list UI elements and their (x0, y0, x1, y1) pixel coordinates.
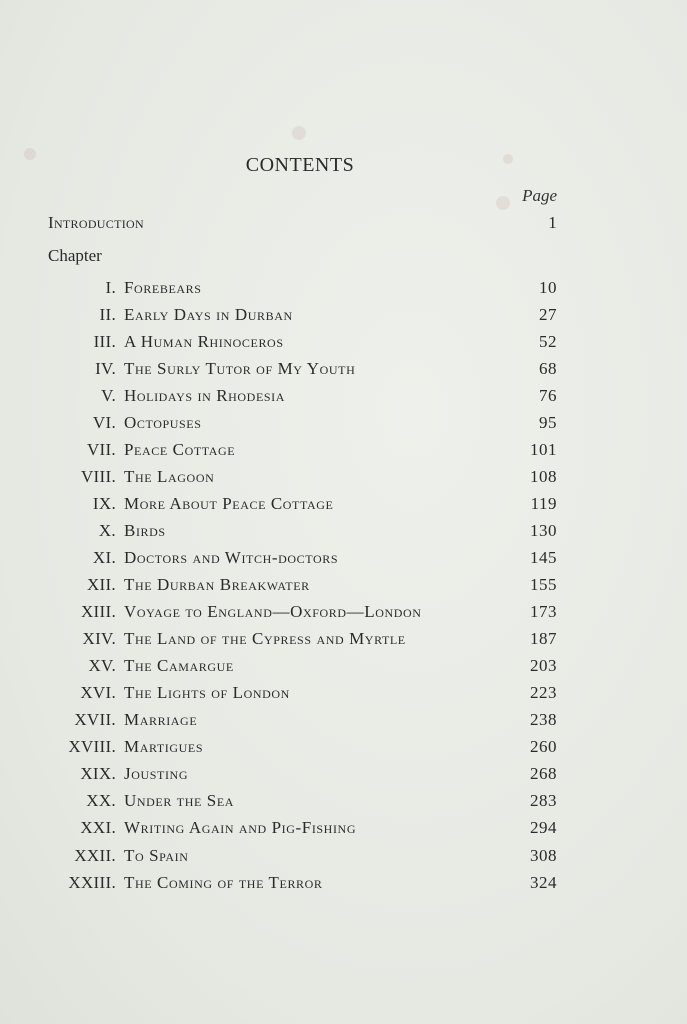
chapter-entry (40, 301, 557, 328)
table-of-contents (40, 274, 557, 896)
chapter-number: VIII. (80, 466, 116, 486)
chapter-title: Marriage (124, 710, 198, 730)
chapter-page: 223 (530, 683, 557, 703)
chapter-page: 68 (539, 358, 557, 378)
chapter-title: The Durban Breakwater (124, 575, 310, 595)
chapter-entry (40, 463, 557, 490)
chapter-number: II. (99, 304, 116, 324)
chapter-page: 108 (530, 466, 557, 486)
chapter-entry (40, 490, 557, 517)
paper-stain (496, 196, 510, 210)
chapter-number: IV. (95, 358, 116, 378)
chapter-title: The Lagoon (124, 466, 215, 486)
chapter-page: 52 (539, 331, 557, 351)
chapter-title: Writing Again and Pig-Fishing (124, 818, 357, 838)
chapter-number: XXII. (74, 845, 116, 865)
chapter-entry (40, 274, 557, 301)
chapter-title: Octopuses (124, 412, 202, 432)
chapter-number: VI. (92, 412, 116, 432)
chapter-entry (40, 761, 557, 788)
chapter-number: XII. (86, 575, 116, 595)
chapter-entry (40, 653, 557, 680)
chapter-number: XX. (86, 791, 116, 811)
page-column-label: Page (522, 186, 557, 205)
chapter-page: 10 (539, 277, 557, 297)
chapter-title: To Spain (124, 845, 189, 865)
chapter-number: XVIII. (68, 737, 116, 757)
chapter-entry (40, 680, 557, 707)
chapter-page: 101 (530, 439, 557, 459)
chapter-title: Jousting (124, 764, 189, 784)
chapter-page: 238 (530, 710, 557, 730)
chapter-title: The Surly Tutor of My Youth (124, 358, 356, 378)
chapter-title: Doctors and Witch-doctors (124, 547, 339, 567)
chapter-title: More About Peace Cottage (124, 493, 334, 513)
chapter-title: Early Days in Durban (124, 304, 293, 324)
chapter-number: XI. (92, 547, 116, 567)
chapter-number: XVII. (74, 710, 116, 730)
contents-heading: CONTENTS (245, 154, 355, 176)
chapter-title: Peace Cottage (124, 439, 236, 459)
chapter-entry (40, 626, 557, 653)
chapter-number: XVI. (80, 683, 116, 703)
introduction-page: 1 (548, 213, 557, 232)
chapter-page: 27 (539, 304, 557, 324)
chapter-page: 203 (530, 656, 557, 676)
chapter-number: X. (98, 520, 116, 540)
chapter-title: Holidays in Rhodesia (124, 385, 286, 405)
chapter-title: Martigues (124, 737, 204, 757)
chapter-number: XXI. (80, 818, 116, 838)
chapter-number: XIII. (80, 602, 116, 622)
chapter-entry (40, 517, 557, 544)
chapter-page: 268 (530, 764, 557, 784)
chapter-page: 187 (530, 629, 557, 649)
chapter-number: V. (101, 385, 116, 405)
chapter-page: 294 (530, 818, 557, 838)
chapter-page: 155 (530, 575, 557, 595)
chapter-label: Chapter (48, 246, 102, 265)
chapter-title: The Camargue (124, 656, 234, 676)
chapter-page: 76 (539, 385, 557, 405)
chapter-number: XXIII. (68, 872, 116, 892)
chapter-entry (40, 599, 557, 626)
chapter-title: The Coming of the Terror (124, 872, 323, 892)
chapter-title: The Land of the Cypress and Myrtle (124, 629, 406, 649)
introduction-entry (48, 213, 557, 233)
chapter-number: IX. (92, 493, 116, 513)
chapter-title: Under the Sea (124, 791, 235, 811)
chapter-number: XIX. (80, 764, 116, 784)
chapter-entry (40, 544, 557, 571)
chapter-title: Birds (124, 520, 166, 540)
chapter-entry (40, 707, 557, 734)
chapter-entry (40, 815, 557, 842)
chapter-entry (40, 355, 557, 382)
chapter-entry (40, 734, 557, 761)
chapter-title: Forebears (124, 277, 202, 297)
chapter-entry (40, 436, 557, 463)
chapter-entry (40, 788, 557, 815)
chapter-title: A Human Rhinoceros (124, 331, 284, 351)
chapter-entry (40, 409, 557, 436)
chapter-entry (40, 328, 557, 355)
chapter-number: VII. (86, 439, 116, 459)
chapter-title: Voyage to England—Oxford—London (124, 602, 422, 622)
chapter-number: III. (93, 331, 116, 351)
chapter-entry (40, 572, 557, 599)
chapter-page: 283 (530, 791, 557, 811)
chapter-number: I. (105, 277, 116, 297)
introduction-title: Introduction (48, 213, 144, 232)
chapter-entry (40, 842, 557, 869)
chapter-page: 260 (530, 737, 557, 757)
chapter-number: XIV. (82, 629, 116, 649)
chapter-title: The Lights of London (124, 683, 290, 703)
chapter-entry (40, 382, 557, 409)
chapter-page: 130 (530, 520, 557, 540)
chapter-number: XV. (88, 656, 116, 676)
chapter-page: 308 (530, 845, 557, 865)
paper-stain (292, 126, 306, 140)
chapter-page: 95 (539, 412, 557, 432)
chapter-page: 119 (530, 493, 557, 513)
chapter-page: 145 (530, 547, 557, 567)
chapter-page: 173 (530, 602, 557, 622)
chapter-entry (40, 869, 557, 896)
chapter-page: 324 (530, 872, 557, 892)
